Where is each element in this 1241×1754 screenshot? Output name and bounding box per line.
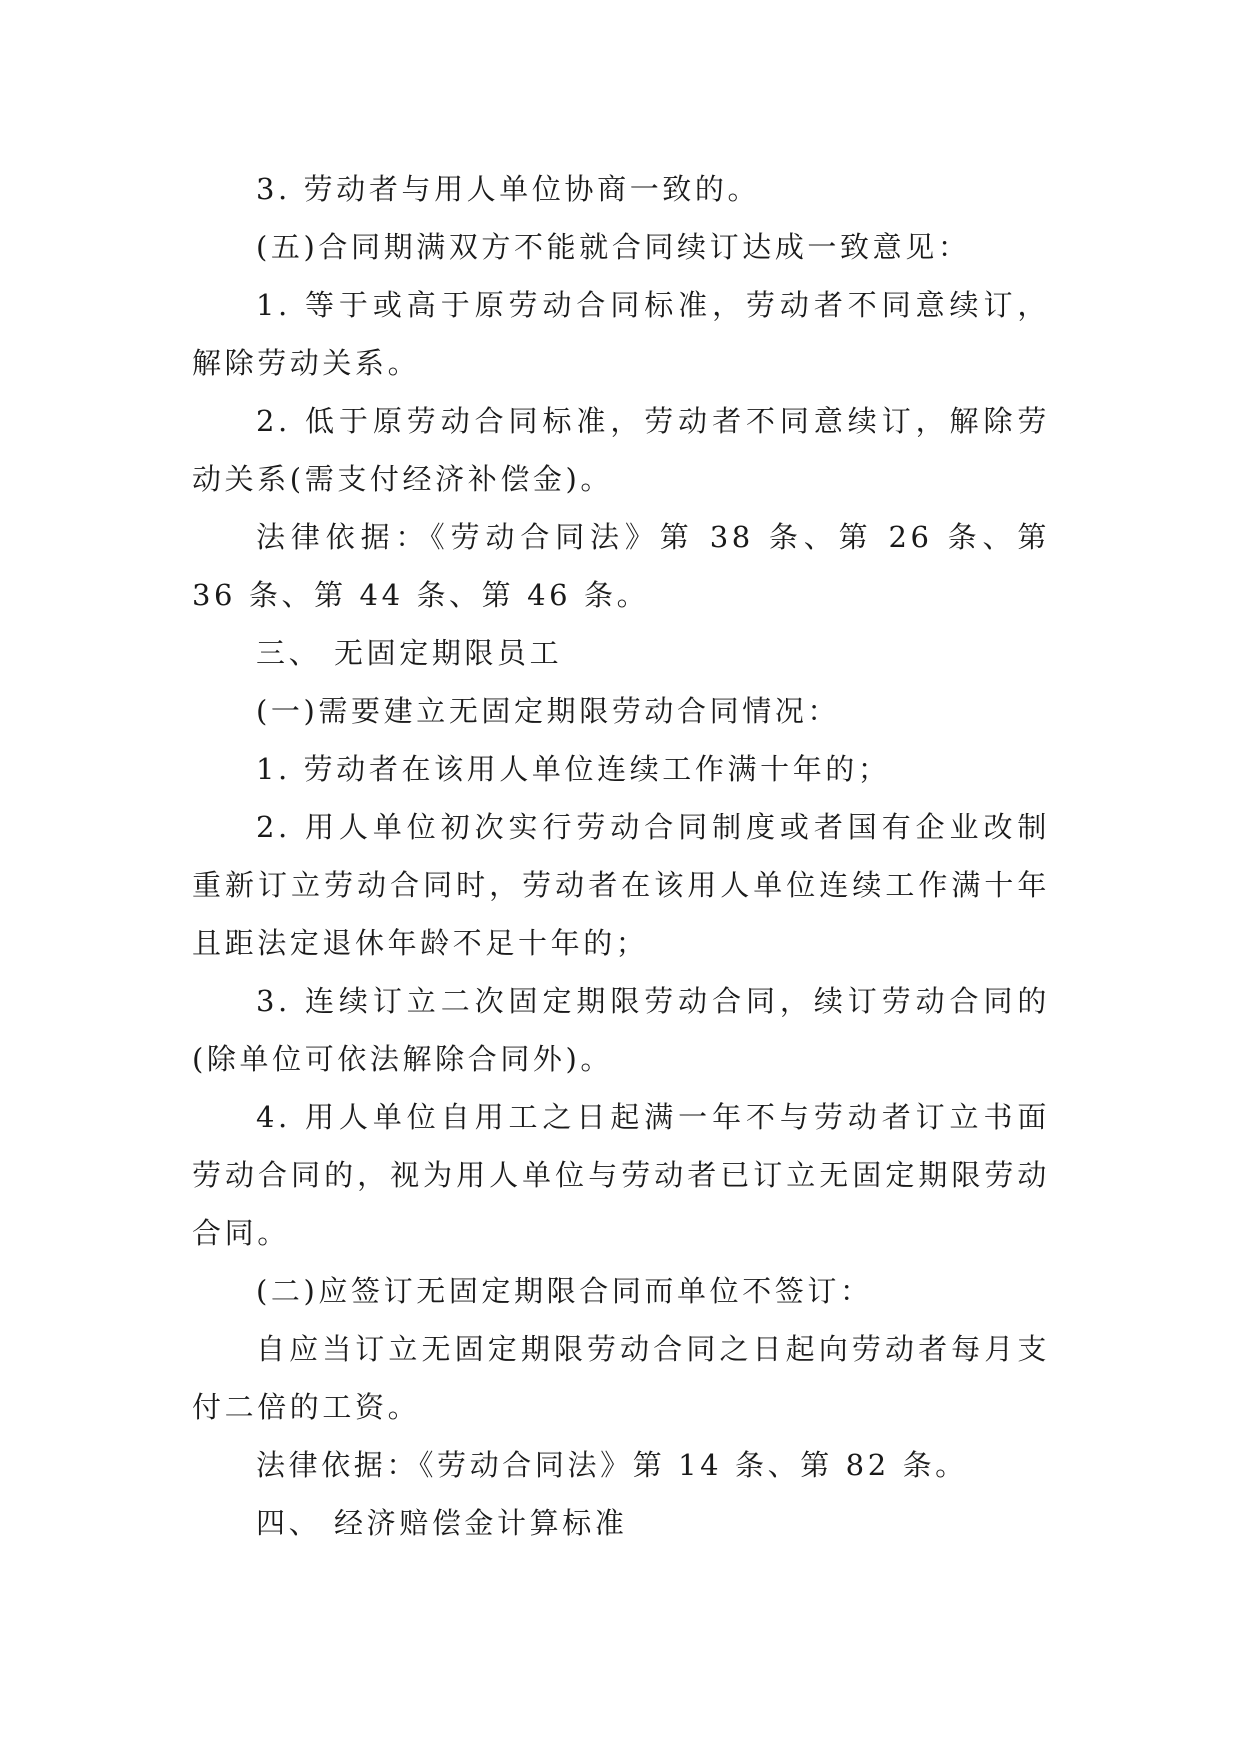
paragraph-legal-basis-1: 法律依据：《劳动合同法》第 38 条、第 26 条、第 36 条、第 44 条、第 46 条。 [192,520,1050,612]
paragraph-section-5-heading: (五)合同期满双方不能就合同续订达成一致意见： [256,230,971,264]
paragraph-condition-1: 1. 劳动者在该用人单位连续工作满十年的； [256,752,891,786]
paragraph-item-2-lower-standard: 2. 低于原劳动合同标准，劳动者不同意续订，解除劳动关系(需支付经济补偿金)。 [192,404,1050,496]
paragraph-subsection-1-heading: (一)需要建立无固定期限劳动合同情况： [256,694,841,728]
paragraph-section-4-heading: 四、 经济赔偿金计算标准 [256,1506,628,1540]
paragraph-condition-2: 2. 用人单位初次实行劳动合同制度或者国有企业改制重新订立劳动合同时，劳动者在该用人单位连续工作满十年且距法定退休年龄不足十年的； [192,810,1050,960]
paragraph-section-3-heading: 三、 无固定期限员工 [256,636,563,670]
paragraph-item-1-equal-or-higher: 1. 等于或高于原劳动合同标准，劳动者不同意续订，解除劳动关系。 [192,288,1050,380]
paragraph-double-wage: 自应当订立无固定期限劳动合同之日起向劳动者每月支付二倍的工资。 [192,1332,1050,1424]
paragraph-clause-3-mutual-agreement: 3. 劳动者与用人单位协商一致的。 [256,172,761,206]
paragraph-condition-4: 4. 用人单位自用工之日起满一年不与劳动者订立书面劳动合同的，视为用人单位与劳动者已订立无固定期限劳动合同。 [192,1100,1050,1250]
document-page [192,160,1050,1552]
paragraph-condition-3: 3. 连续订立二次固定期限劳动合同，续订劳动合同的(除单位可依法解除合同外)。 [192,984,1050,1076]
paragraph-legal-basis-2: 法律依据：《劳动合同法》第 14 条、第 82 条。 [256,1448,968,1482]
paragraph-subsection-2-heading: (二)应签订无固定期限合同而单位不签订： [256,1274,873,1308]
